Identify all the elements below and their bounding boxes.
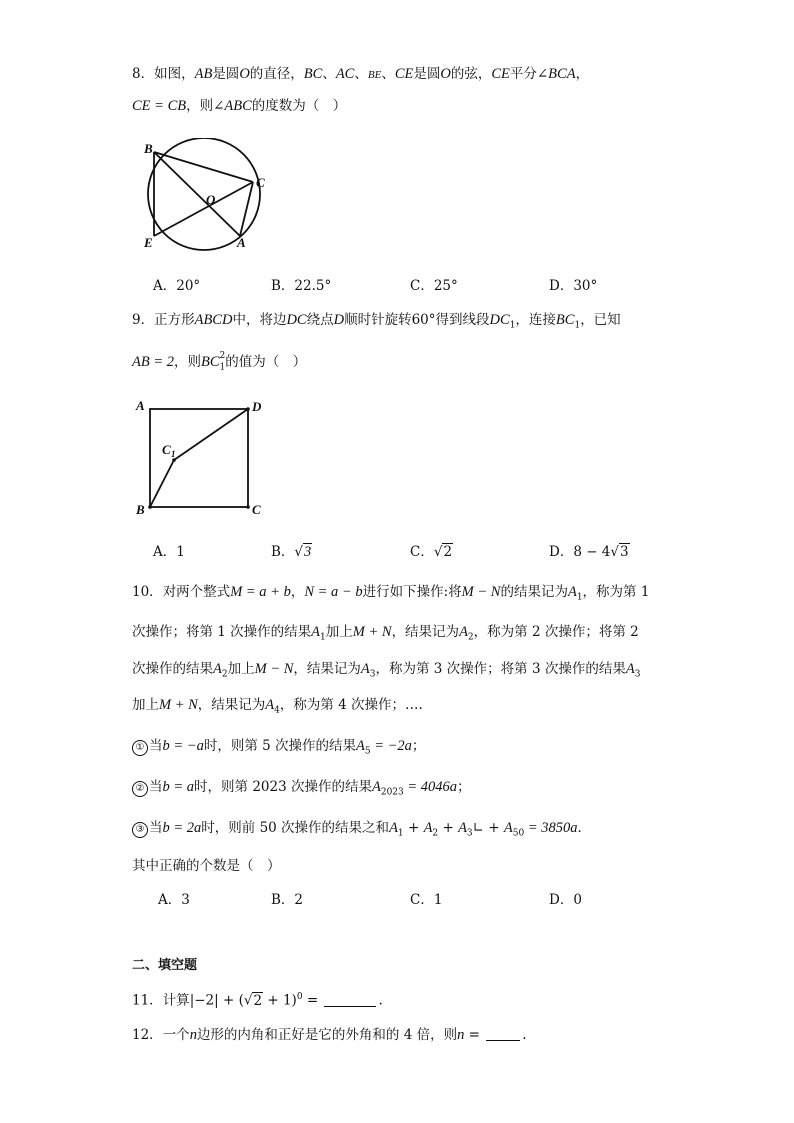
q8-option-b[interactable]: B．22.5° bbox=[271, 278, 332, 294]
text: ； bbox=[411, 738, 426, 754]
math-n: n bbox=[189, 1027, 197, 1043]
square-ABCD bbox=[150, 409, 248, 507]
q10-claim-2 bbox=[132, 777, 471, 803]
chord-AC bbox=[240, 182, 253, 236]
point-C bbox=[246, 505, 250, 509]
q8-line2 bbox=[132, 96, 346, 116]
q8-option-a[interactable]: A．20° bbox=[153, 278, 201, 294]
text: 一个 bbox=[162, 1027, 190, 1043]
label-O: O bbox=[206, 192, 216, 207]
math-A: A bbox=[567, 584, 577, 600]
q12-number: 12． bbox=[132, 1027, 163, 1043]
text: 进行如下操作:将 bbox=[362, 584, 462, 600]
text: . bbox=[522, 1027, 527, 1043]
text: ，则∠ bbox=[186, 98, 225, 114]
text: 时，则第 2023 次操作的结果 bbox=[194, 779, 372, 795]
sub: 1 bbox=[509, 320, 516, 331]
circled-2: ② bbox=[132, 781, 148, 797]
math-ABCD: ABCD bbox=[194, 312, 233, 328]
text: 顺时针旋转60°得到线段 bbox=[344, 312, 490, 328]
text: ，称为第 4 次操作；…. bbox=[279, 697, 423, 713]
text: 的结果记为 bbox=[500, 584, 568, 600]
math-result: = −2a bbox=[370, 738, 412, 754]
label-C: C bbox=[256, 175, 265, 190]
q8-circle-figure bbox=[130, 138, 280, 253]
text: + bbox=[438, 820, 459, 836]
q10-options bbox=[0, 888, 794, 908]
math-A: A bbox=[503, 820, 513, 836]
math-A: A bbox=[360, 661, 370, 677]
q10-claim-1 bbox=[132, 736, 425, 762]
text: 、 bbox=[381, 66, 395, 82]
text: ． bbox=[577, 820, 591, 836]
q9-line1 bbox=[132, 310, 621, 336]
q12-answer-blank[interactable] bbox=[486, 1027, 520, 1041]
text: 的直径， bbox=[249, 66, 304, 82]
math-A: A bbox=[372, 779, 381, 795]
segment-BC1 bbox=[150, 460, 174, 507]
text: ，已知 bbox=[580, 312, 621, 328]
q9-option-b[interactable]: B．√3 bbox=[271, 544, 312, 560]
q10-claim-3 bbox=[132, 818, 591, 844]
point-D bbox=[246, 407, 250, 411]
label-D: D bbox=[252, 399, 262, 414]
text: 正方形 bbox=[154, 312, 195, 328]
text: B． bbox=[271, 544, 295, 560]
text: 其中正确的个数是（ ） bbox=[132, 858, 281, 874]
math-AB: AB bbox=[194, 66, 213, 82]
point-B bbox=[148, 505, 152, 509]
math-O: O bbox=[239, 66, 250, 82]
math-ABC: ABC bbox=[224, 98, 252, 114]
sub: 2 bbox=[432, 828, 439, 839]
math-A: A bbox=[625, 661, 635, 677]
q10-option-a[interactable]: A．3 bbox=[158, 892, 190, 908]
math-A: A bbox=[356, 738, 365, 754]
segment-DC1 bbox=[174, 409, 248, 460]
q10-line2 bbox=[132, 622, 639, 648]
math-A: A bbox=[389, 820, 398, 836]
text: 当 bbox=[149, 738, 163, 754]
math-A: A bbox=[265, 697, 275, 713]
text: C． bbox=[410, 544, 434, 560]
math-O: O bbox=[440, 66, 451, 82]
text: ∟ + bbox=[472, 820, 504, 836]
circled-1: ① bbox=[132, 740, 148, 756]
sub: 3 bbox=[369, 669, 376, 680]
math-BCA: BCA bbox=[548, 66, 576, 82]
math-cond: b = 2a bbox=[162, 820, 202, 836]
text: 绕点 bbox=[306, 312, 334, 328]
text: 的弦， bbox=[450, 66, 492, 82]
text: . bbox=[378, 992, 383, 1009]
math-A: A bbox=[213, 661, 222, 677]
text: 中，将边 bbox=[232, 312, 287, 328]
q10-option-b[interactable]: B．2 bbox=[271, 892, 304, 908]
q11-answer-blank[interactable] bbox=[324, 993, 376, 1007]
text: ； bbox=[457, 779, 471, 795]
q9-number: 9． bbox=[132, 312, 155, 328]
text: ， bbox=[290, 584, 305, 600]
sub: 4 bbox=[274, 705, 280, 716]
radicand: 3 bbox=[304, 544, 312, 560]
math-A: A bbox=[458, 820, 467, 836]
sub: 2 bbox=[221, 669, 228, 680]
sub: 50 bbox=[512, 828, 525, 839]
label-B: B bbox=[136, 502, 145, 517]
math-AC: AC bbox=[335, 66, 355, 82]
q10-option-d[interactable]: D．0 bbox=[549, 892, 582, 908]
text: ，结果记为 bbox=[197, 697, 266, 713]
text: = bbox=[464, 1027, 485, 1043]
math-A: A bbox=[459, 624, 468, 640]
text: ，连接 bbox=[515, 312, 556, 328]
math-M-minus-N: M − N bbox=[254, 661, 294, 677]
label-A: A bbox=[136, 398, 145, 413]
text: D．8 − 4 bbox=[549, 544, 611, 560]
sub: 1 bbox=[576, 592, 583, 603]
q12-line bbox=[132, 1025, 527, 1045]
q9-option-d[interactable]: D．8 − 4√3 bbox=[549, 544, 629, 560]
text: 的值为（ ） bbox=[225, 354, 307, 370]
sub: 2023 bbox=[380, 787, 404, 798]
q9-option-a[interactable]: A．1 bbox=[153, 544, 185, 560]
sub: 2 bbox=[467, 632, 474, 643]
math-DC1: DC bbox=[489, 312, 510, 328]
radicand: 3 bbox=[620, 544, 629, 560]
q10-line3 bbox=[132, 659, 640, 685]
math-result: = 3850a bbox=[524, 820, 578, 836]
text: 次操作的结果 bbox=[132, 661, 213, 677]
text: 加上 bbox=[132, 697, 159, 713]
text: ，称为第 2 次操作；将第 2 bbox=[473, 624, 639, 640]
sub: 3 bbox=[466, 828, 473, 839]
label-C1-sub: 1 bbox=[171, 449, 176, 459]
text: 对两个整式 bbox=[162, 584, 231, 600]
text: ，称为第 1 bbox=[582, 584, 650, 600]
math-M-plus-N: M + N bbox=[159, 697, 198, 713]
math-n: n bbox=[457, 1027, 465, 1043]
text: 如图， bbox=[154, 66, 195, 82]
q8-options bbox=[0, 274, 794, 294]
q10-line4 bbox=[132, 695, 423, 721]
math-result: = 4046a bbox=[403, 779, 458, 795]
text: 、 bbox=[354, 66, 368, 82]
radicand: 2 bbox=[253, 992, 263, 1009]
q9-option-c[interactable]: C．√2 bbox=[410, 544, 453, 560]
label-C: C bbox=[252, 502, 261, 517]
math-cond: b = −a bbox=[162, 738, 204, 754]
radicand: 2 bbox=[443, 544, 453, 560]
q11-line: 11．计算$|-2| + (√2 + 1)^0$ = . bbox=[132, 992, 383, 1009]
math-CE: CE bbox=[394, 66, 414, 82]
math-expr: |−2| + ( bbox=[189, 992, 244, 1009]
math-expr: + 1) bbox=[263, 992, 297, 1009]
text: 当 bbox=[149, 820, 163, 836]
sub: 5 bbox=[364, 746, 371, 757]
text: 时，则前 50 次操作的结果之和 bbox=[201, 820, 390, 836]
text: 加上 bbox=[227, 661, 255, 677]
text: 的度数为（ ） bbox=[251, 98, 347, 114]
text: 当 bbox=[149, 779, 163, 795]
label-C1: C bbox=[162, 442, 171, 457]
math-A: A bbox=[311, 624, 321, 640]
q11-number: 11． bbox=[132, 992, 163, 1009]
math-AB-eq-2: AB = 2 bbox=[132, 354, 174, 370]
section-title: 二、填空题 bbox=[132, 958, 198, 973]
text: ，结果记为 bbox=[293, 661, 361, 677]
q8-number: 8． bbox=[132, 66, 155, 82]
q10-question bbox=[132, 856, 281, 876]
text: 次操作；将第 1 次操作的结果 bbox=[132, 624, 312, 640]
text: ，结果记为 bbox=[391, 624, 460, 640]
q9-line2 bbox=[132, 352, 306, 378]
text: ， bbox=[575, 66, 590, 82]
sub: 3 bbox=[634, 669, 641, 680]
math-N: N = a − b bbox=[304, 584, 363, 600]
text: + bbox=[403, 820, 424, 836]
circled-3: ③ bbox=[132, 822, 148, 838]
q10-line1 bbox=[132, 582, 649, 608]
text: 加上 bbox=[325, 624, 353, 640]
math-M-minus-N: M − N bbox=[461, 584, 501, 600]
q10-number: 10． bbox=[132, 584, 163, 600]
text: 平分∠ bbox=[509, 66, 549, 82]
math-BC1: BC bbox=[555, 312, 575, 328]
q8-option-d[interactable]: D．30° bbox=[549, 278, 598, 294]
q9-options bbox=[0, 540, 794, 560]
text: ，称为第 3 次操作；将第 3 次操作的结果 bbox=[375, 661, 626, 677]
sup: 2 bbox=[219, 351, 226, 361]
text: 时，则第 5 次操作的结果 bbox=[203, 738, 356, 754]
math-A: A bbox=[423, 820, 433, 836]
sup: 0 bbox=[296, 992, 303, 1002]
q8-option-c[interactable]: C．25° bbox=[410, 278, 458, 294]
q9-square-figure bbox=[132, 396, 272, 521]
text: 边形的内角和正好是它的外角和的 4 倍，则 bbox=[196, 1027, 458, 1043]
math-D: D bbox=[333, 312, 345, 328]
chord-CE bbox=[154, 182, 253, 236]
label-E: E bbox=[144, 235, 153, 250]
sub: 1 bbox=[320, 632, 326, 643]
text: 、 bbox=[322, 66, 336, 82]
math-M-plus-N: M + N bbox=[352, 624, 392, 640]
label-A: A bbox=[237, 235, 246, 250]
sub: 1 bbox=[219, 362, 226, 373]
sub: 1 bbox=[397, 828, 404, 839]
text: 是圆 bbox=[212, 66, 240, 82]
math-cond: b = a bbox=[162, 779, 195, 795]
q10-option-c[interactable]: C．1 bbox=[410, 892, 443, 908]
text: 是圆 bbox=[413, 66, 441, 82]
math-BC: BC bbox=[303, 66, 323, 82]
q8-line1 bbox=[132, 64, 589, 85]
math-CE: CE bbox=[491, 66, 510, 82]
text: ，则 bbox=[174, 354, 201, 370]
sub: 1 bbox=[574, 320, 581, 331]
math-DC: DC bbox=[286, 312, 307, 328]
math-BE: BE bbox=[367, 69, 382, 81]
text: = bbox=[302, 992, 323, 1009]
label-B: B bbox=[144, 141, 153, 156]
math-BC1sq: BC bbox=[201, 354, 220, 370]
math-M: M = a + b bbox=[230, 584, 291, 600]
text: 计算 bbox=[162, 992, 190, 1009]
math-CE-eq-CB: CE = CB bbox=[132, 98, 187, 114]
